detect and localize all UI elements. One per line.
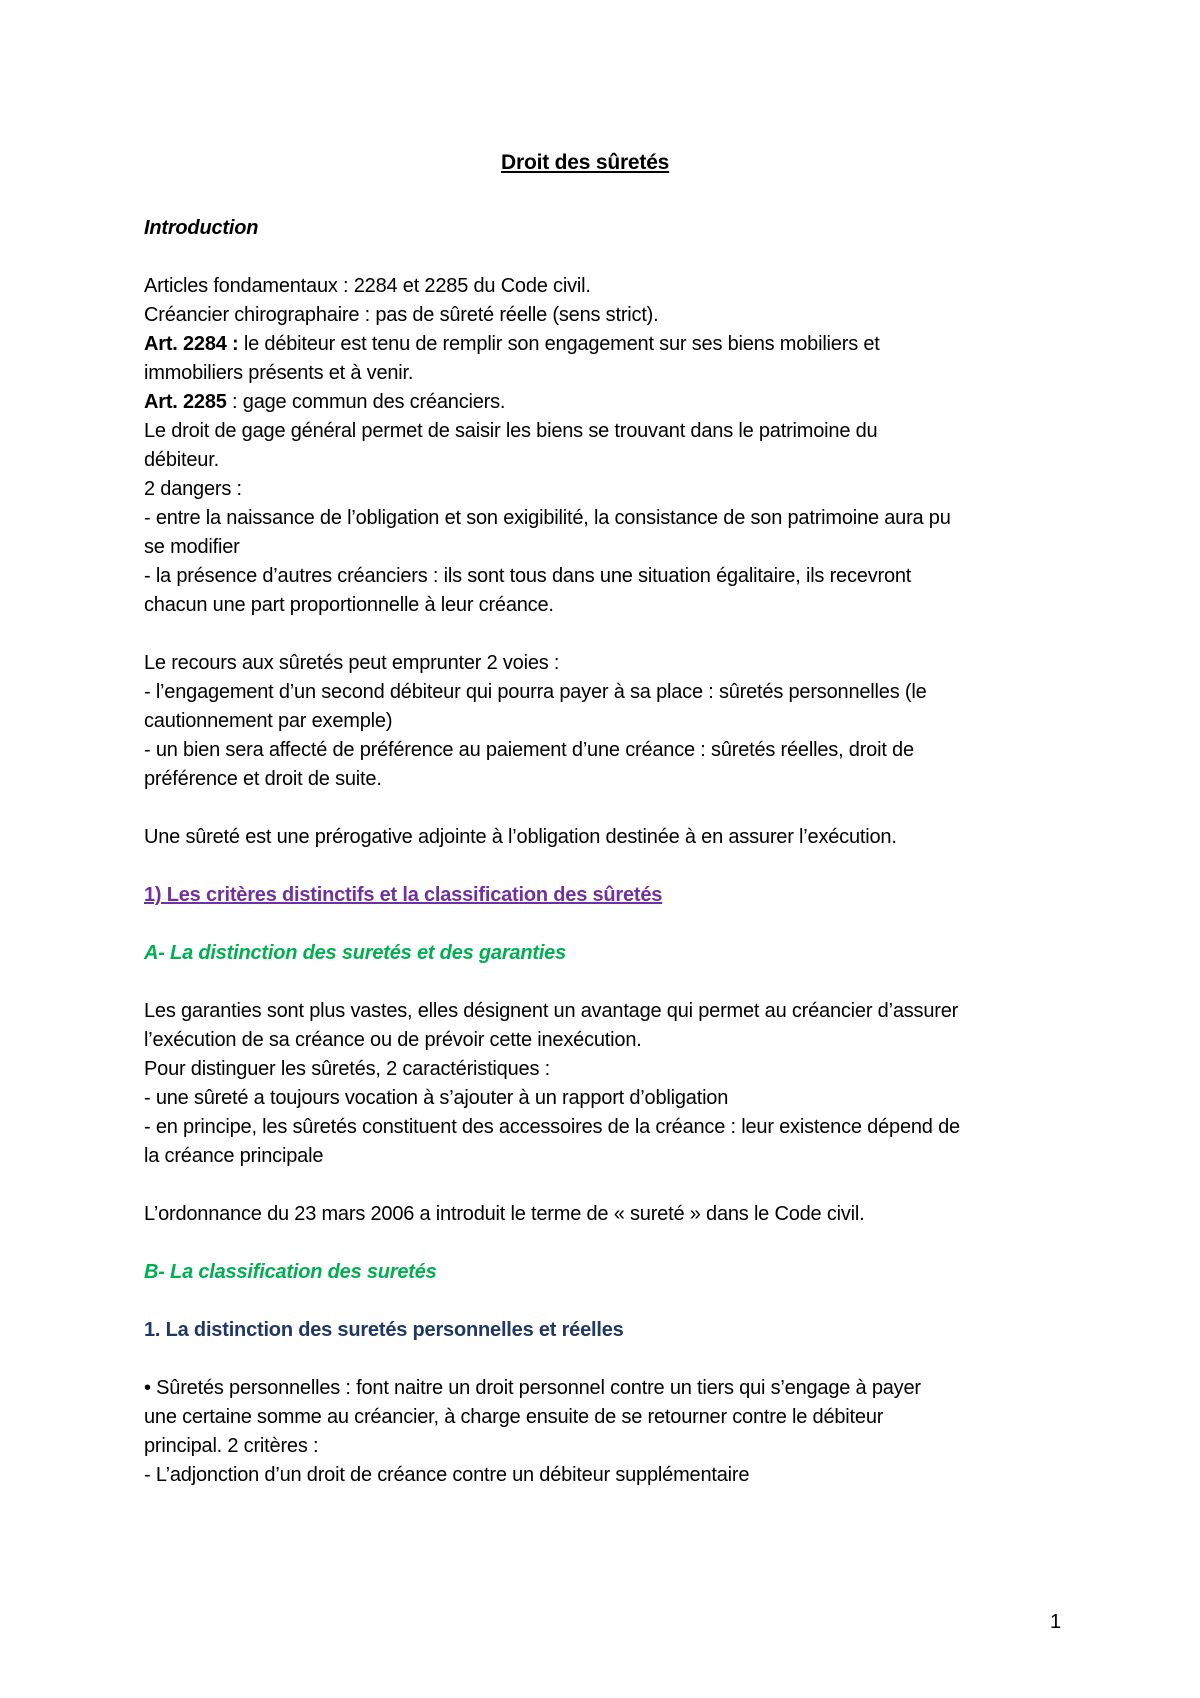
paragraph-line: Pour distinguer les sûretés, 2 caractéristiques : [144,1058,550,1080]
paragraph-line: l’exécution de sa créance ou de prévoir cette inexécution. [144,1029,642,1051]
heading-b: B- La classification des suretés [144,1261,437,1283]
paragraph-line: préférence et droit de suite. [144,768,382,790]
paragraph-line [144,330,880,359]
heading-level-1: 1) Les critères distinctifs et la classification des sûretés [144,884,663,906]
paragraph-line: une certaine somme au créancier, à charge ensuite de se retourner contre le débiteur [144,1406,884,1428]
paragraph-line: Le recours aux sûretés peut emprunter 2 voies : [144,652,560,674]
paragraph-line: - un bien sera affecté de préférence au paiement d’une créance : sûretés réelles, droit de [144,739,914,761]
page-number: 1 [1050,1611,1062,1633]
paragraph-line: 2 dangers : [144,478,242,500]
paragraph-line: • Sûretés personnelles : font naitre un droit personnel contre un tiers qui s’engage à payer [144,1377,921,1399]
article-ref: Art. 2285 [144,391,227,413]
paragraph-line: Le droit de gage général permet de saisir les biens se trouvant dans le patrimoine du [144,420,878,442]
paragraph-line: - l’engagement d’un second débiteur qui pourra payer à sa place : sûretés personnelles (le [144,681,927,703]
paragraph-line: se modifier [144,536,240,558]
paragraph-line: Créancier chirographaire : pas de sûreté réelle (sens strict). [144,304,659,326]
paragraph-line: Les garanties sont plus vastes, elles désignent un avantage qui permet au créancier d’assurer [144,1000,959,1022]
paragraph-line: - en principe, les sûretés constituent des accessoires de la créance : leur existence dépend de [144,1116,960,1138]
paragraph-text: le débiteur est tenu de remplir son engagement sur ses biens mobiliers et [238,333,880,355]
paragraph-line [144,388,505,417]
paragraph-line: L’ordonnance du 23 mars 2006 a introduit le terme de « sureté » dans le Code civil. [144,1203,865,1225]
paragraph-line: la créance principale [144,1145,324,1167]
document-title: Droit des sûretés [501,151,670,174]
paragraph-line: débiteur. [144,449,219,471]
paragraph-line: principal. 2 critères : [144,1435,319,1457]
paragraph-line: cautionnement par exemple) [144,710,393,732]
section-introduction: Introduction [144,217,259,239]
paragraph-text: : gage commun des créanciers. [226,391,506,413]
article-ref: Art. 2284 : [144,333,239,355]
paragraph-line: Articles fondamentaux : 2284 et 2285 du Code civil. [144,275,591,297]
paragraph-line: - une sûreté a toujours vocation à s’ajouter à un rapport d’obligation [144,1087,729,1109]
heading-numbered: 1. La distinction des suretés personnelles et réelles [144,1319,624,1341]
paragraph-line: chacun une part proportionnelle à leur créance. [144,594,554,616]
paragraph-line: - L’adjonction d’un droit de créance contre un débiteur supplémentaire [144,1464,750,1486]
paragraph-line: Une sûreté est une prérogative adjointe à l’obligation destinée à en assurer l’exécution. [144,826,897,848]
paragraph-line: immobiliers présents et à venir. [144,362,414,384]
paragraph-line: - la présence d’autres créanciers : ils sont tous dans une situation égalitaire, ils recevront [144,565,912,587]
heading-a: A- La distinction des suretés et des garanties [144,942,567,964]
paragraph-line: - entre la naissance de l’obligation et son exigibilité, la consistance de son patrimoine aura pu [144,507,951,529]
